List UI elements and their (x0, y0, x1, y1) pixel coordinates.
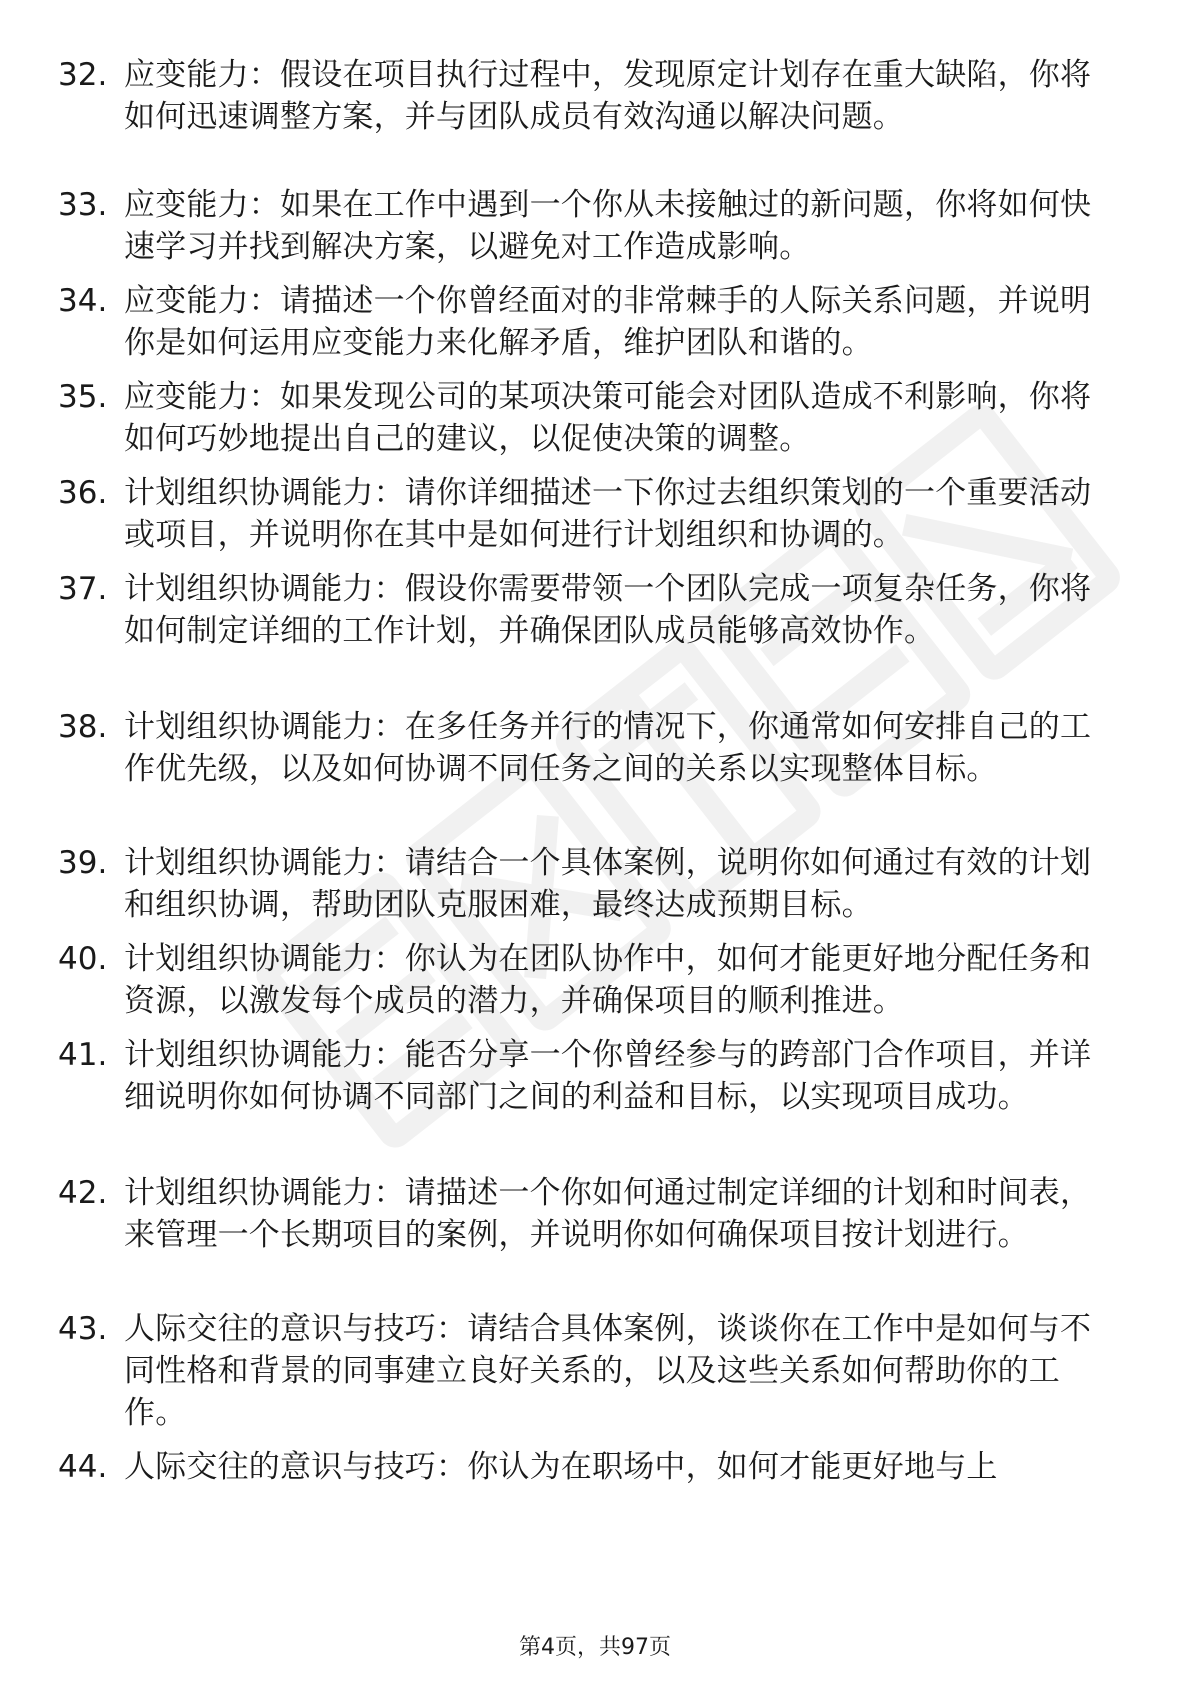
question-text: 应变能力：假设在项目执行过程中，发现原定计划存在重大缺陷，你将如何迅速调整方案，并与团队成员有效沟通以解决问题。 (124, 57, 1092, 135)
question-number: 42. (58, 1175, 108, 1211)
question-number: 43. (58, 1311, 108, 1347)
question-number: 35. (58, 379, 108, 415)
question-text: 计划组织协调能力：能否分享一个你曾经参与的跨部门合作项目，并详细说明你如何协调不同部门之间的利益和目标，以实现项目成功。 (124, 1037, 1092, 1115)
list-item (58, 568, 1118, 652)
question-text: 应变能力：请描述一个你曾经面对的非常棘手的人际关系问题，并说明你是如何运用应变能力来化解矛盾，维护团队和谐的。 (124, 283, 1092, 361)
question-text: 计划组织协调能力：请结合一个具体案例，说明你如何通过有效的计划和组织协调，帮助团队克服困难，最终达成预期目标。 (124, 845, 1092, 923)
question-number: 37. (58, 571, 108, 607)
list-item (58, 938, 1118, 1022)
question-number: 33. (58, 187, 108, 223)
question-number: 40. (58, 941, 108, 977)
question-text: 应变能力：如果发现公司的某项决策可能会对团队造成不利影响，你将如何巧妙地提出自己的建议，以促使决策的调整。 (124, 379, 1092, 457)
question-number: 41. (58, 1037, 108, 1073)
question-text: 人际交往的意识与技巧：请结合具体案例，谈谈你在工作中是如何与不同性格和背景的同事建立良好关系的，以及这些关系如何帮助你的工作。 (124, 1311, 1092, 1431)
list-item (58, 280, 1118, 364)
question-number: 36. (58, 475, 108, 511)
list-item (58, 1308, 1118, 1434)
list-item (58, 842, 1118, 926)
question-number: 44. (58, 1449, 108, 1485)
question-number: 38. (58, 709, 108, 745)
question-number: 39. (58, 845, 108, 881)
question-text: 应变能力：如果在工作中遇到一个你从未接触过的新问题，你将如何快速学习并找到解决方案，以避免对工作造成影响。 (124, 187, 1092, 265)
list-item (58, 706, 1118, 790)
question-text: 计划组织协调能力：在多任务并行的情况下，你通常如何安排自己的工作优先级，以及如何协调不同任务之间的关系以实现整体目标。 (124, 709, 1092, 787)
question-text: 计划组织协调能力：请你详细描述一下你过去组织策划的一个重要活动或项目，并说明你在其中是如何进行计划组织和协调的。 (124, 475, 1092, 553)
list-item (58, 376, 1118, 460)
question-text: 计划组织协调能力：请描述一个你如何通过制定详细的计划和时间表，来管理一个长期项目的案例，并说明你如何确保项目按计划进行。 (124, 1175, 1092, 1253)
list-item (58, 184, 1118, 268)
list-item (58, 54, 1118, 138)
list-item (58, 1034, 1118, 1118)
question-number: 34. (58, 283, 108, 319)
question-text: 计划组织协调能力：假设你需要带领一个团队完成一项复杂任务，你将如何制定详细的工作计划，并确保团队成员能够高效协作。 (124, 571, 1092, 649)
list-item (58, 1446, 1118, 1488)
list-item (58, 472, 1118, 556)
list-item (58, 1172, 1118, 1256)
question-number: 32. (58, 57, 108, 93)
question-text: 计划组织协调能力：你认为在团队协作中，如何才能更好地分配任务和资源，以激发每个成员的潜力，并确保项目的顺利推进。 (124, 941, 1092, 1019)
question-text: 人际交往的意识与技巧：你认为在职场中，如何才能更好地与上 (124, 1449, 998, 1485)
page-number-footer: 第4页，共97页 (519, 1635, 671, 1660)
